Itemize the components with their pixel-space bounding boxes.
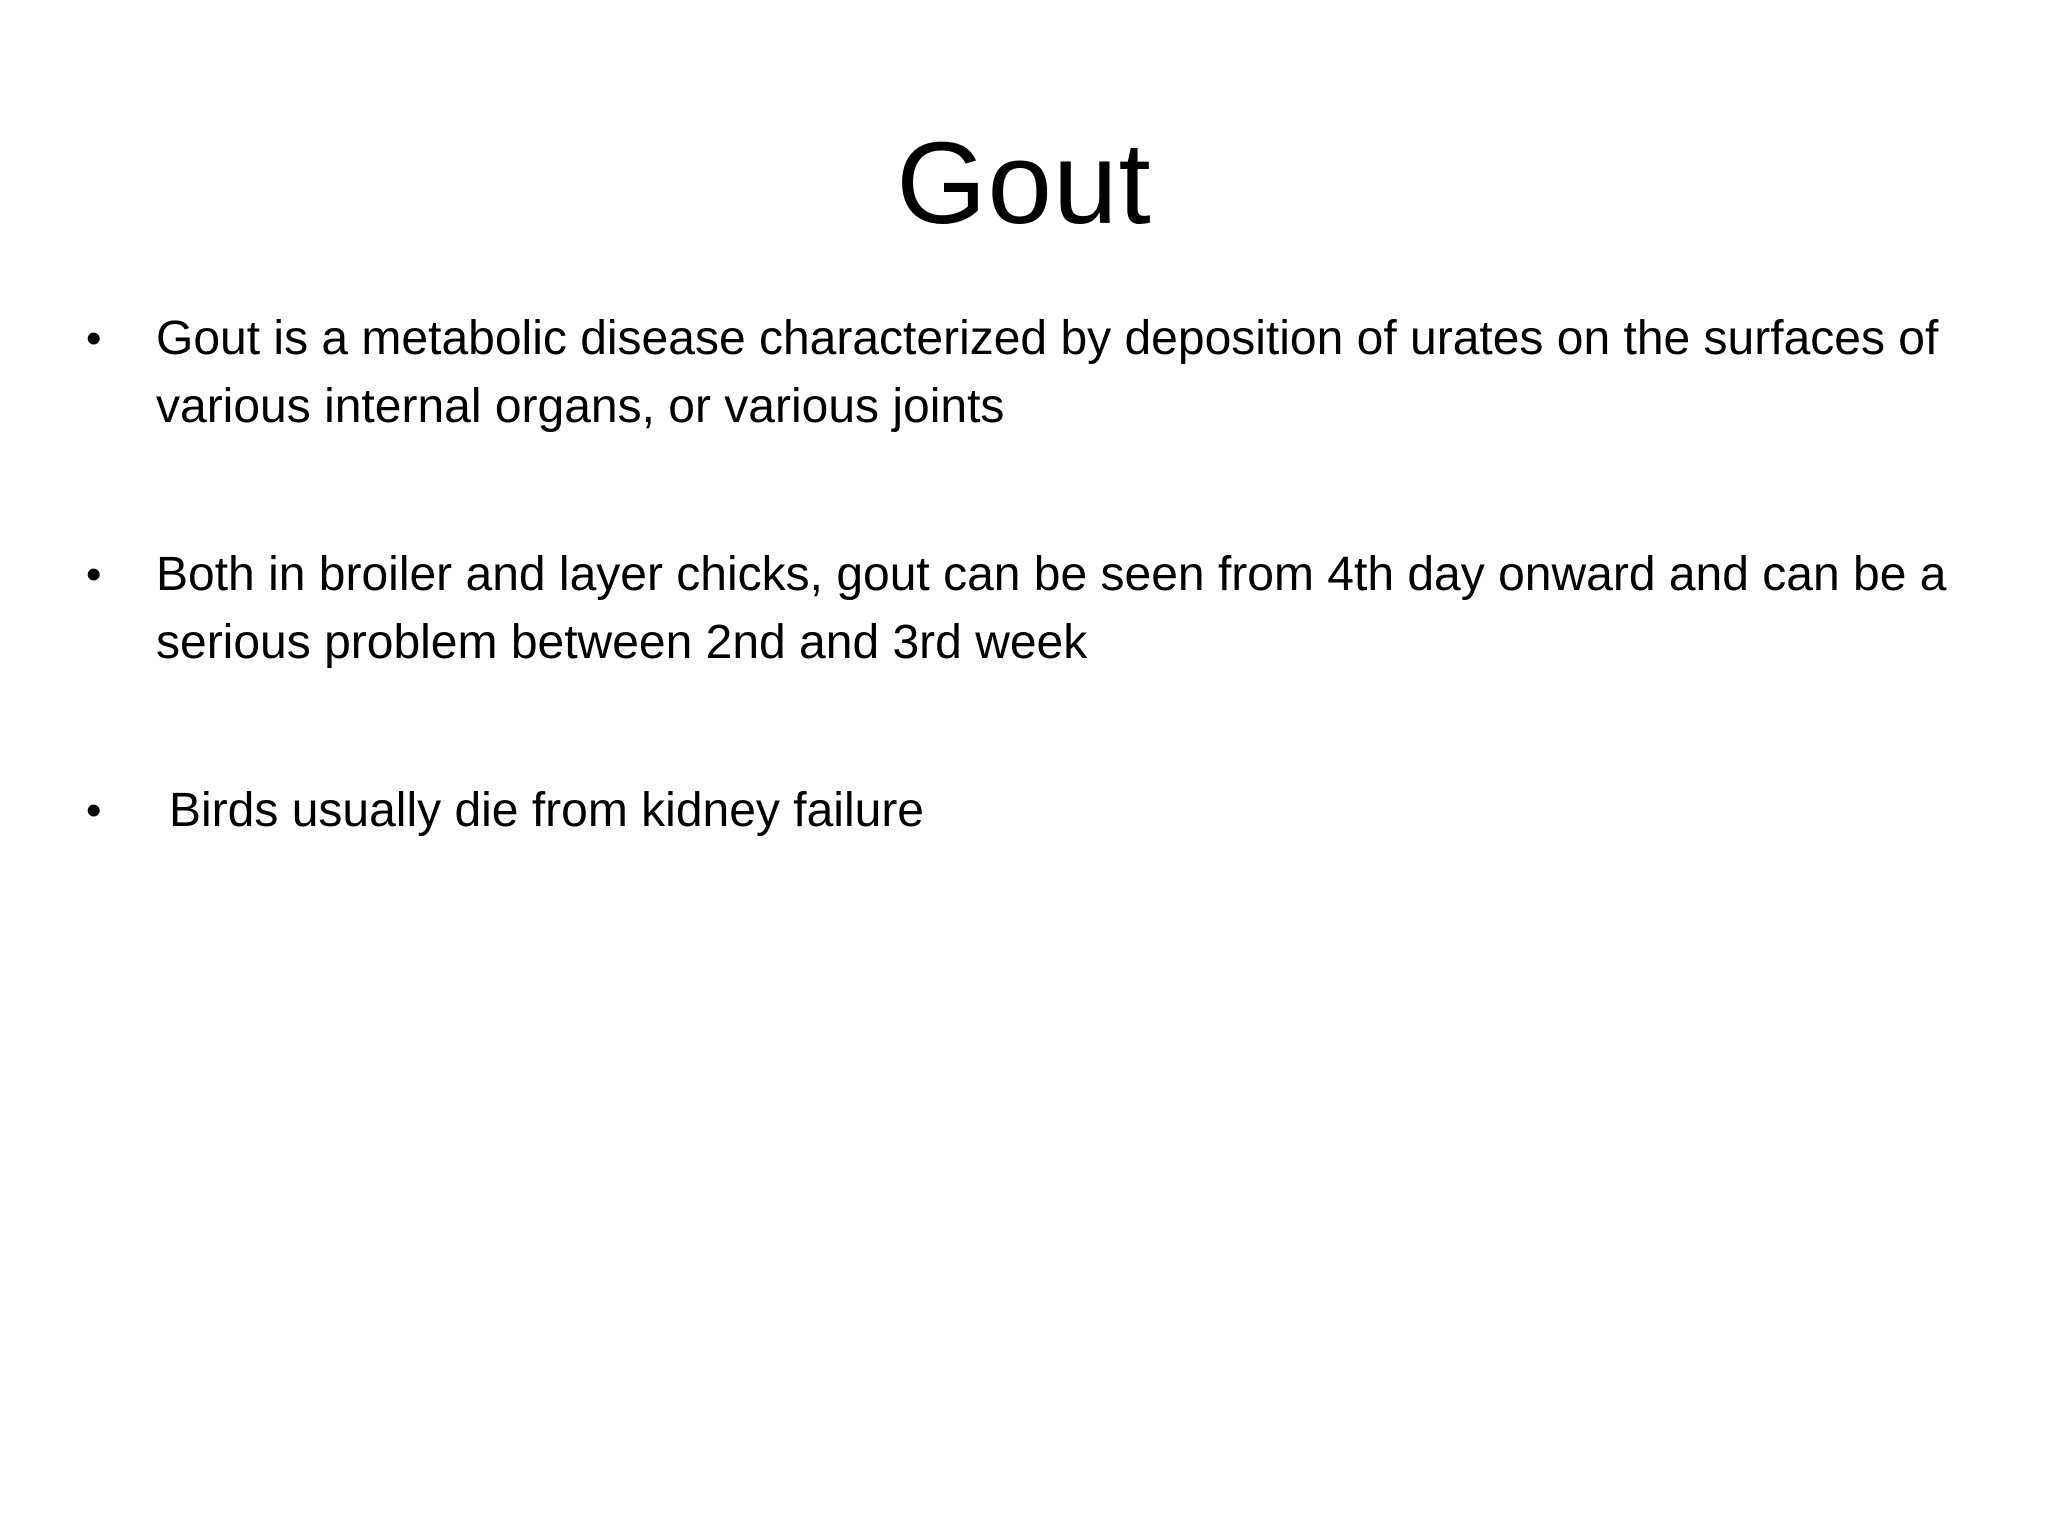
bullet-item — [86, 777, 2016, 845]
bullet-item — [86, 305, 2016, 441]
bullet-text: Gout is a metabolic disease characterized by deposition of urates on the surfaces of various internal organs, or various joints — [156, 312, 1939, 433]
bullet-dot-icon: • — [86, 550, 102, 599]
bullet-text: Both in broiler and layer chicks, gout can be seen from 4th day onward and can be a serious problem between 2nd and 3rd week — [156, 548, 1947, 669]
bullet-list — [86, 305, 2016, 845]
bullet-dot-icon: • — [86, 314, 102, 363]
bullet-item — [86, 541, 2016, 677]
bullet-dot-icon: • — [86, 786, 102, 835]
slide-title: Gout — [896, 118, 1152, 248]
bullet-text: Birds usually die from kidney failure — [169, 784, 924, 837]
